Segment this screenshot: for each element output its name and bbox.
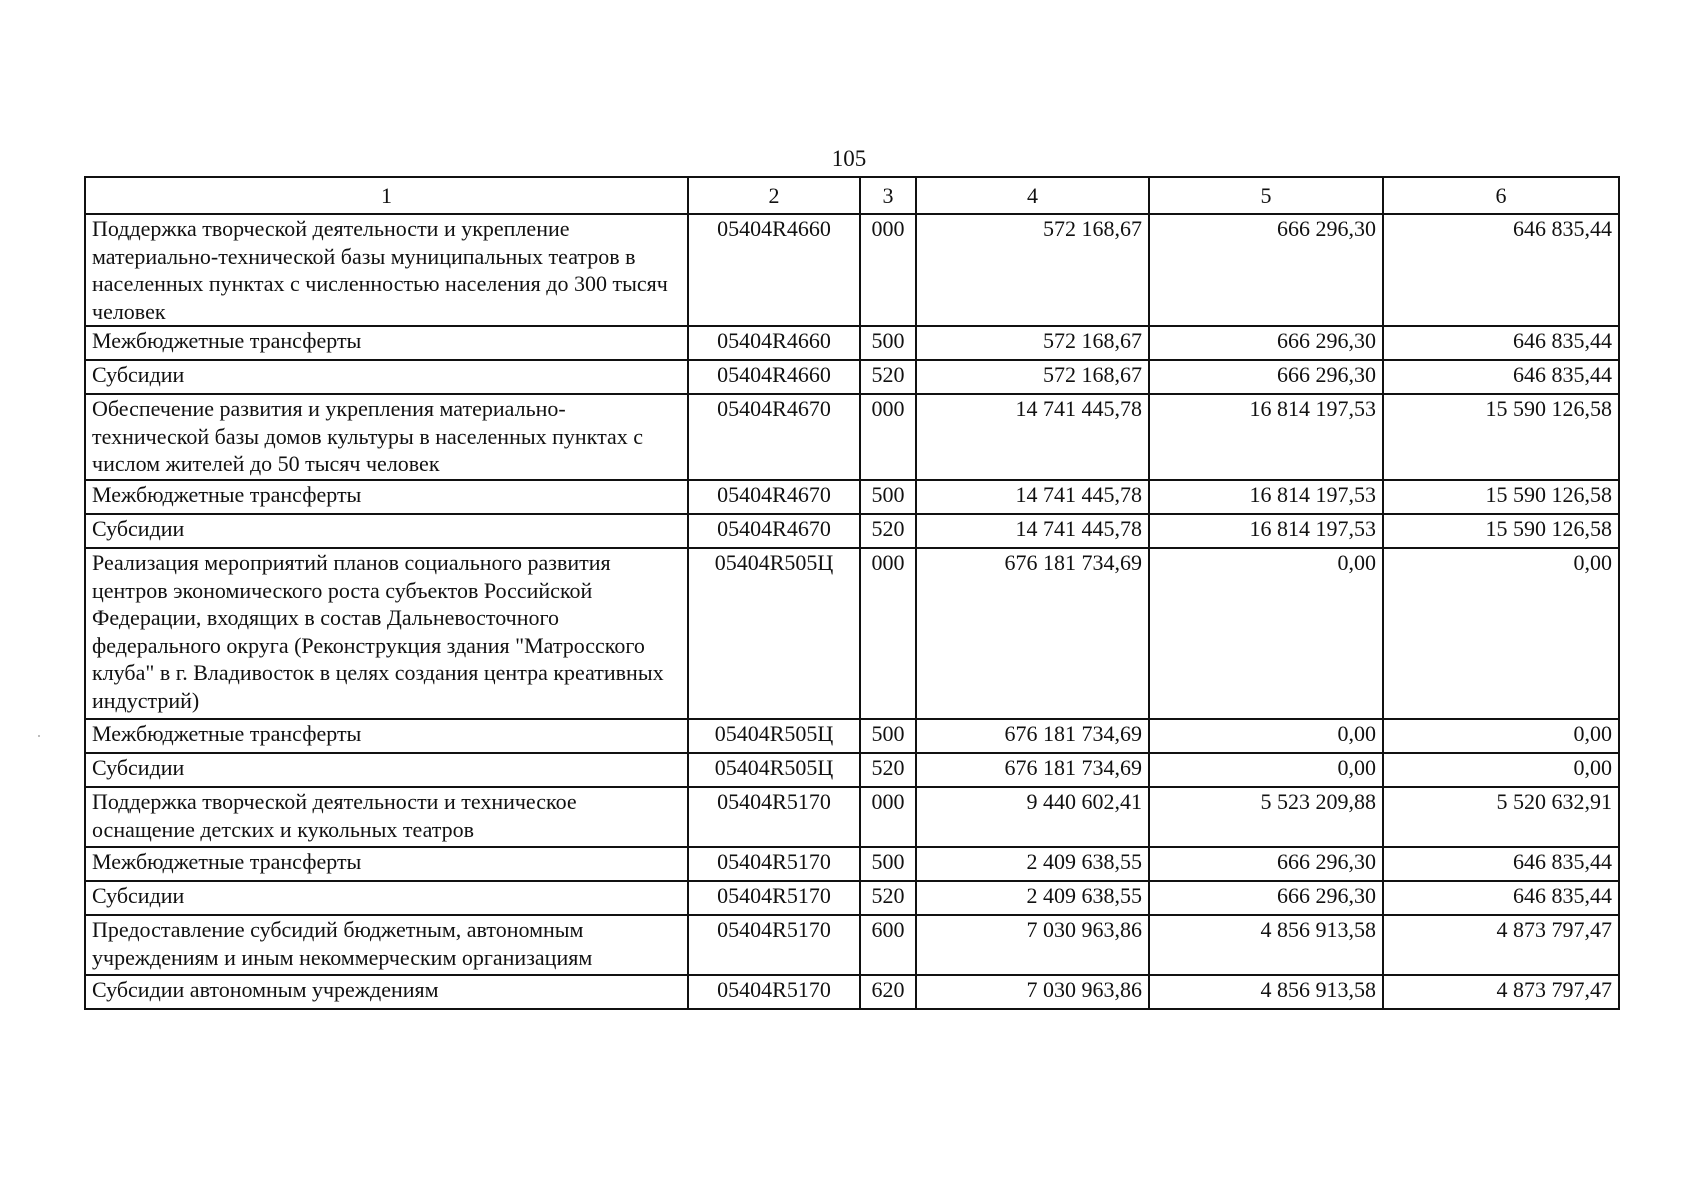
col-header-6: 6 <box>1383 177 1619 214</box>
row-value-5: 0,00 <box>1149 753 1383 787</box>
page-number: 105 <box>831 146 867 171</box>
row-value-4: 9 440 602,41 <box>916 787 1149 847</box>
table-row <box>85 326 1619 360</box>
row-type: 000 <box>860 394 916 480</box>
row-value-6: 5 520 632,91 <box>1383 787 1619 847</box>
row-name: Субсидии <box>85 753 688 787</box>
table-row <box>85 480 1619 514</box>
row-value-6: 15 590 126,58 <box>1383 480 1619 514</box>
row-code: 05404R505Ц <box>688 753 860 787</box>
row-value-4: 676 181 734,69 <box>916 753 1149 787</box>
row-name: Поддержка творческой деятельности и укрепление материально-технической базы муниципальных театров в населенных пунктах с численностью населения до 300 тысяч человек <box>85 214 688 326</box>
row-value-4: 572 168,67 <box>916 214 1149 326</box>
row-type: 000 <box>860 548 916 719</box>
row-type: 000 <box>860 787 916 847</box>
row-code: 05404R5170 <box>688 787 860 847</box>
row-value-6: 4 873 797,47 <box>1383 975 1619 1009</box>
table-row <box>85 847 1619 881</box>
table-row <box>85 514 1619 548</box>
row-value-6: 4 873 797,47 <box>1383 915 1619 975</box>
row-code: 05404R4670 <box>688 394 860 480</box>
row-name: Обеспечение развития и укрепления материально-технической базы домов культуры в населенных пунктах с числом жителей до 50 тысяч человек <box>85 394 688 480</box>
row-name: Поддержка творческой деятельности и техническое оснащение детских и кукольных театров <box>85 787 688 847</box>
row-type: 620 <box>860 975 916 1009</box>
row-value-5: 16 814 197,53 <box>1149 394 1383 480</box>
row-value-5: 0,00 <box>1149 548 1383 719</box>
row-value-5: 666 296,30 <box>1149 847 1383 881</box>
row-value-6: 646 835,44 <box>1383 847 1619 881</box>
col-header-5: 5 <box>1149 177 1383 214</box>
row-type: 500 <box>860 326 916 360</box>
row-code: 05404R505Ц <box>688 719 860 753</box>
row-code: 05404R4670 <box>688 514 860 548</box>
row-value-5: 666 296,30 <box>1149 214 1383 326</box>
row-code: 05404R5170 <box>688 915 860 975</box>
row-type: 600 <box>860 915 916 975</box>
row-value-4: 2 409 638,55 <box>916 881 1149 915</box>
col-header-1: 1 <box>85 177 688 214</box>
table-row <box>85 214 1619 326</box>
table-row <box>85 915 1619 975</box>
row-type: 500 <box>860 847 916 881</box>
row-value-4: 7 030 963,86 <box>916 975 1149 1009</box>
row-code: 05404R505Ц <box>688 548 860 719</box>
table-header <box>85 177 1619 214</box>
row-value-4: 2 409 638,55 <box>916 847 1149 881</box>
row-value-6: 646 835,44 <box>1383 360 1619 394</box>
row-value-6: 0,00 <box>1383 548 1619 719</box>
row-value-6: 646 835,44 <box>1383 326 1619 360</box>
row-type: 000 <box>860 214 916 326</box>
row-code: 05404R5170 <box>688 975 860 1009</box>
row-type: 520 <box>860 360 916 394</box>
row-code: 05404R5170 <box>688 881 860 915</box>
row-value-5: 5 523 209,88 <box>1149 787 1383 847</box>
row-type: 520 <box>860 514 916 548</box>
row-value-4: 676 181 734,69 <box>916 719 1149 753</box>
row-value-4: 14 741 445,78 <box>916 480 1149 514</box>
row-code: 05404R5170 <box>688 847 860 881</box>
row-type: 520 <box>860 753 916 787</box>
row-name: Предоставление субсидий бюджетным, автономным учреждениям и иным некоммерческим организациям <box>85 915 688 975</box>
row-value-4: 676 181 734,69 <box>916 548 1149 719</box>
table-row <box>85 360 1619 394</box>
row-name: Реализация мероприятий планов социального развития центров экономического роста субъектов Российской Федерации, входящих в состав Дальневосточного федерального округа (Реконструкция здания "Матросского клуба" в г. Владивосток в целях создания центра креативных индустрий) <box>85 548 688 719</box>
row-value-6: 15 590 126,58 <box>1383 394 1619 480</box>
row-value-6: 646 835,44 <box>1383 214 1619 326</box>
header-row <box>85 177 1619 214</box>
table-row <box>85 548 1619 719</box>
row-value-5: 666 296,30 <box>1149 326 1383 360</box>
row-code: 05404R4660 <box>688 360 860 394</box>
row-name: Субсидии автономным учреждениям <box>85 975 688 1009</box>
row-type: 500 <box>860 719 916 753</box>
scan-speck <box>38 735 40 737</box>
row-code: 05404R4660 <box>688 214 860 326</box>
row-value-6: 646 835,44 <box>1383 881 1619 915</box>
row-type: 520 <box>860 881 916 915</box>
col-header-4: 4 <box>916 177 1149 214</box>
row-value-4: 7 030 963,86 <box>916 915 1149 975</box>
table-row <box>85 881 1619 915</box>
row-value-5: 4 856 913,58 <box>1149 975 1383 1009</box>
row-name: Межбюджетные трансферты <box>85 847 688 881</box>
row-value-5: 16 814 197,53 <box>1149 514 1383 548</box>
row-value-5: 0,00 <box>1149 719 1383 753</box>
table-body <box>85 214 1619 1009</box>
row-value-4: 14 741 445,78 <box>916 514 1149 548</box>
row-name: Субсидии <box>85 360 688 394</box>
col-header-3: 3 <box>860 177 916 214</box>
table-row <box>85 787 1619 847</box>
table-row <box>85 753 1619 787</box>
row-name: Межбюджетные трансферты <box>85 480 688 514</box>
row-value-5: 16 814 197,53 <box>1149 480 1383 514</box>
table-row <box>85 394 1619 480</box>
row-name: Субсидии <box>85 514 688 548</box>
table-row <box>85 975 1619 1009</box>
row-value-5: 4 856 913,58 <box>1149 915 1383 975</box>
row-name: Межбюджетные трансферты <box>85 719 688 753</box>
col-header-2: 2 <box>688 177 860 214</box>
row-name: Межбюджетные трансферты <box>85 326 688 360</box>
row-name: Субсидии <box>85 881 688 915</box>
row-value-4: 572 168,67 <box>916 360 1149 394</box>
row-type: 500 <box>860 480 916 514</box>
row-value-5: 666 296,30 <box>1149 360 1383 394</box>
row-value-4: 572 168,67 <box>916 326 1149 360</box>
row-value-4: 14 741 445,78 <box>916 394 1149 480</box>
row-value-5: 666 296,30 <box>1149 881 1383 915</box>
row-code: 05404R4660 <box>688 326 860 360</box>
row-value-6: 0,00 <box>1383 719 1619 753</box>
row-value-6: 0,00 <box>1383 753 1619 787</box>
budget-table <box>84 176 1620 1010</box>
row-value-6: 15 590 126,58 <box>1383 514 1619 548</box>
row-code: 05404R4670 <box>688 480 860 514</box>
table-row <box>85 719 1619 753</box>
